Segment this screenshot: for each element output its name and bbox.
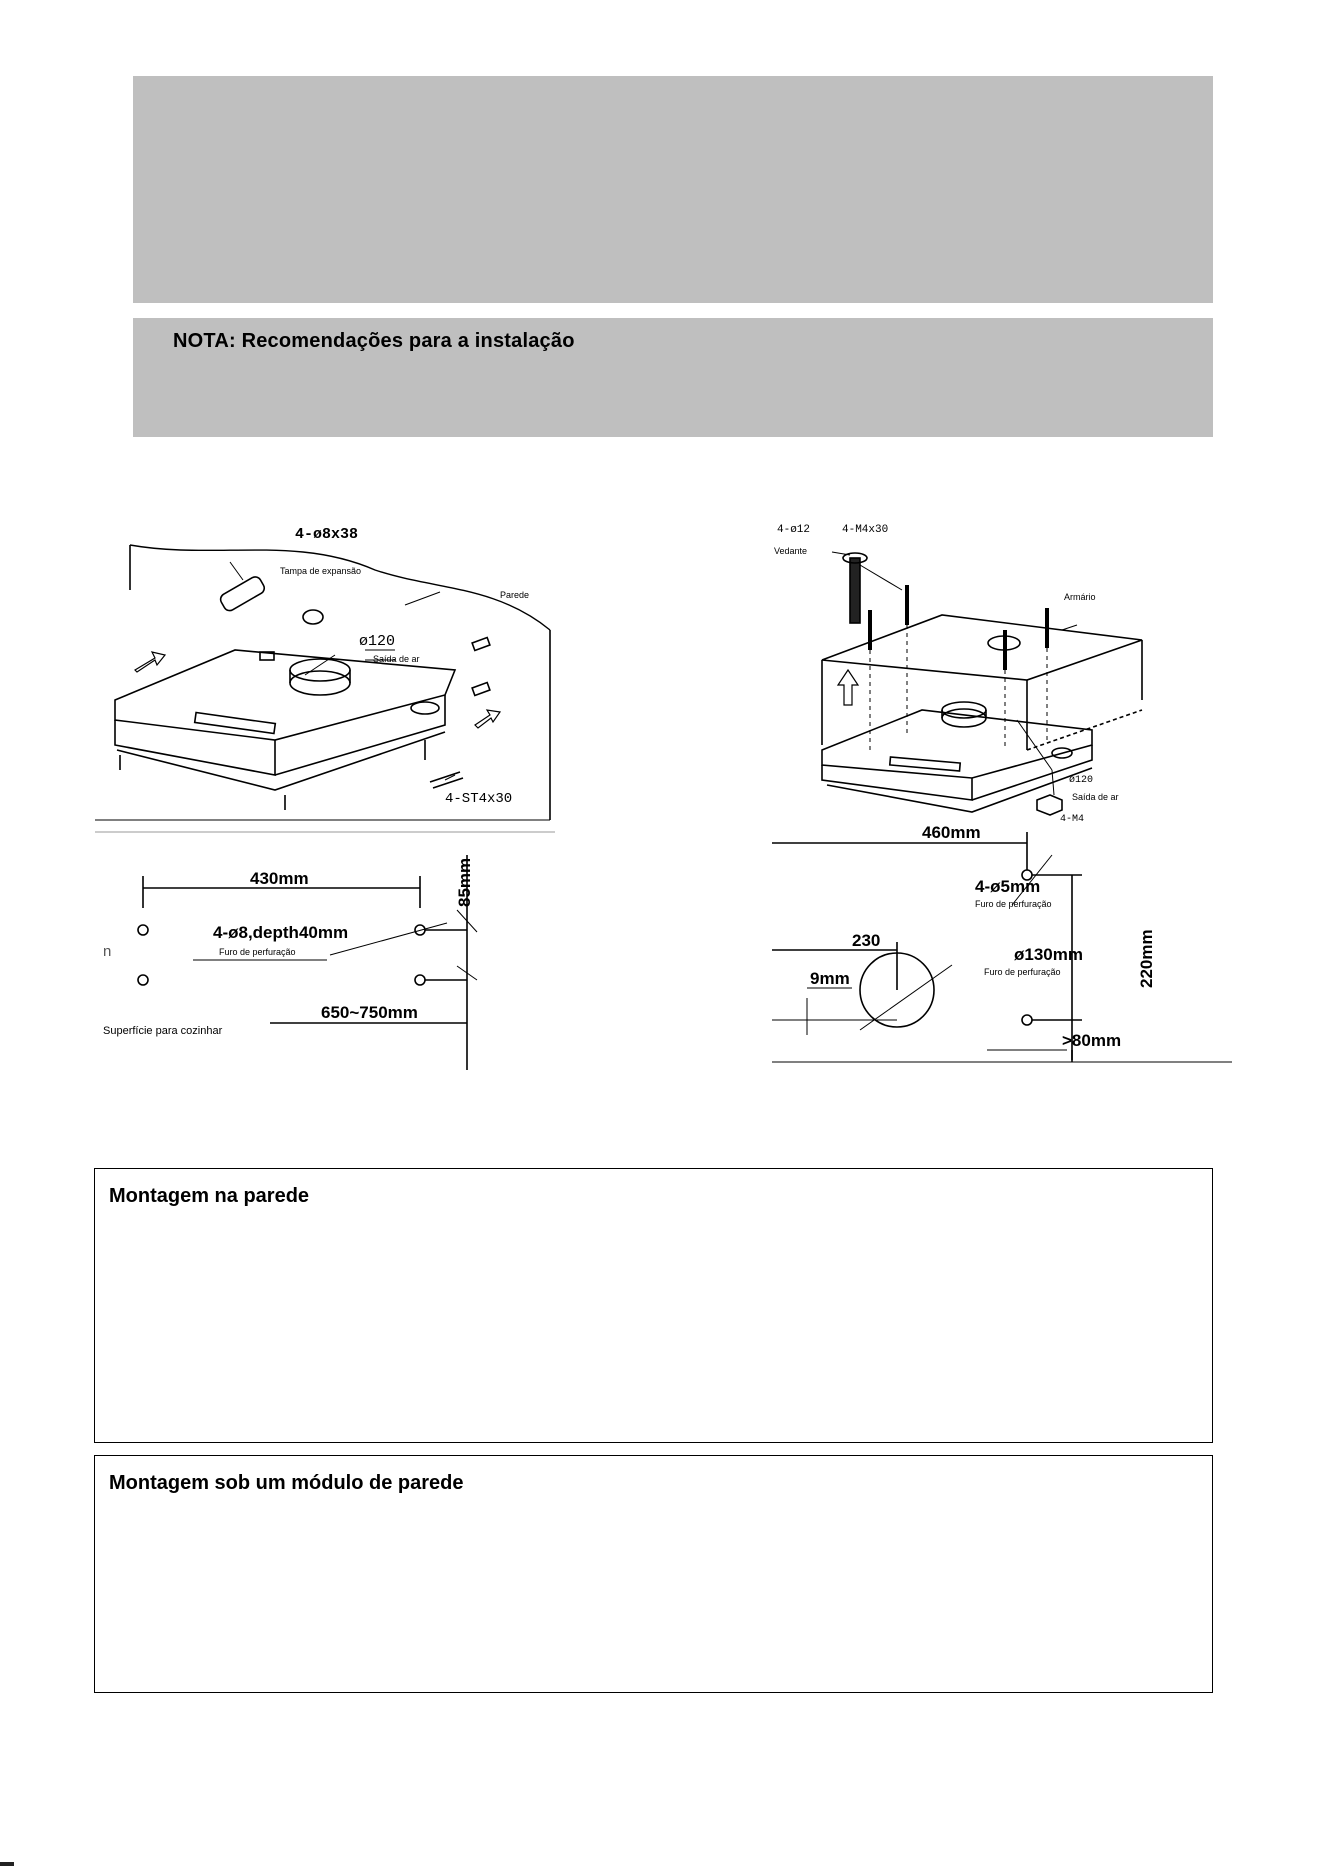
header-grey-panel (133, 76, 1213, 303)
outlet-label-left: Saída de ar (373, 654, 420, 664)
wall-mount-diagram (95, 510, 555, 1090)
washer-label: 4-ø12 (777, 524, 811, 536)
min-dim: >80mm (1062, 1031, 1122, 1050)
edge-mark: n (103, 943, 112, 960)
note-title: NOTA: Recomendações para a instalação (173, 330, 575, 352)
outlet-label-right: Saída de ar (1072, 792, 1119, 802)
outlet-diameter-right: ø120 (1069, 775, 1094, 786)
wall-label: Parede (500, 590, 530, 600)
width-dim-left: 430mm (250, 869, 309, 888)
section-wall-mount (94, 1168, 1213, 1443)
page-edge-mark (0, 1862, 14, 1866)
width-dim-right: 460mm (922, 823, 981, 842)
section-cabinet-mount (94, 1455, 1213, 1693)
cabinet-mount-diagram (772, 510, 1232, 1090)
cooking-surface-label: Superfície para cozinhar (103, 1025, 223, 1037)
small-dim: 9mm (810, 969, 850, 988)
outlet-diameter-left: ø120 (359, 633, 396, 650)
depth-dim: 220mm (1137, 929, 1156, 988)
section-title-wall-mount: Montagem na parede (109, 1185, 310, 1207)
holes-label-right: 4-ø5mm (975, 877, 1041, 896)
cabinet-label: Armário (1064, 592, 1096, 602)
seal-label: Vedante (774, 546, 808, 556)
drill-hole-right-1: Furo de perfuração (975, 899, 1052, 909)
cooking-height-dim: 650~750mm (321, 1003, 418, 1022)
section-title-cabinet-mount: Montagem sob um módulo de parede (109, 1472, 464, 1494)
hole-diameter: ø130mm (1014, 945, 1083, 964)
note-panel (133, 318, 1213, 437)
height-dim: 85mm (455, 857, 474, 907)
nut-label: 4-M4 (1060, 814, 1085, 825)
expansion-cap-label: Tampa de expansão (280, 566, 362, 576)
anchor-label: 4-ø8x38 (295, 526, 359, 543)
drill-hole-right-2: Furo de perfuração (984, 967, 1061, 977)
holes-label-left: 4-ø8,depth40mm (213, 923, 349, 942)
screw-label: 4-ST4x30 (445, 791, 513, 807)
bolt-label: 4-M4x30 (842, 524, 889, 536)
drill-hole-left: Furo de perfuração (219, 947, 296, 957)
offset-dim: 230 (852, 931, 881, 950)
